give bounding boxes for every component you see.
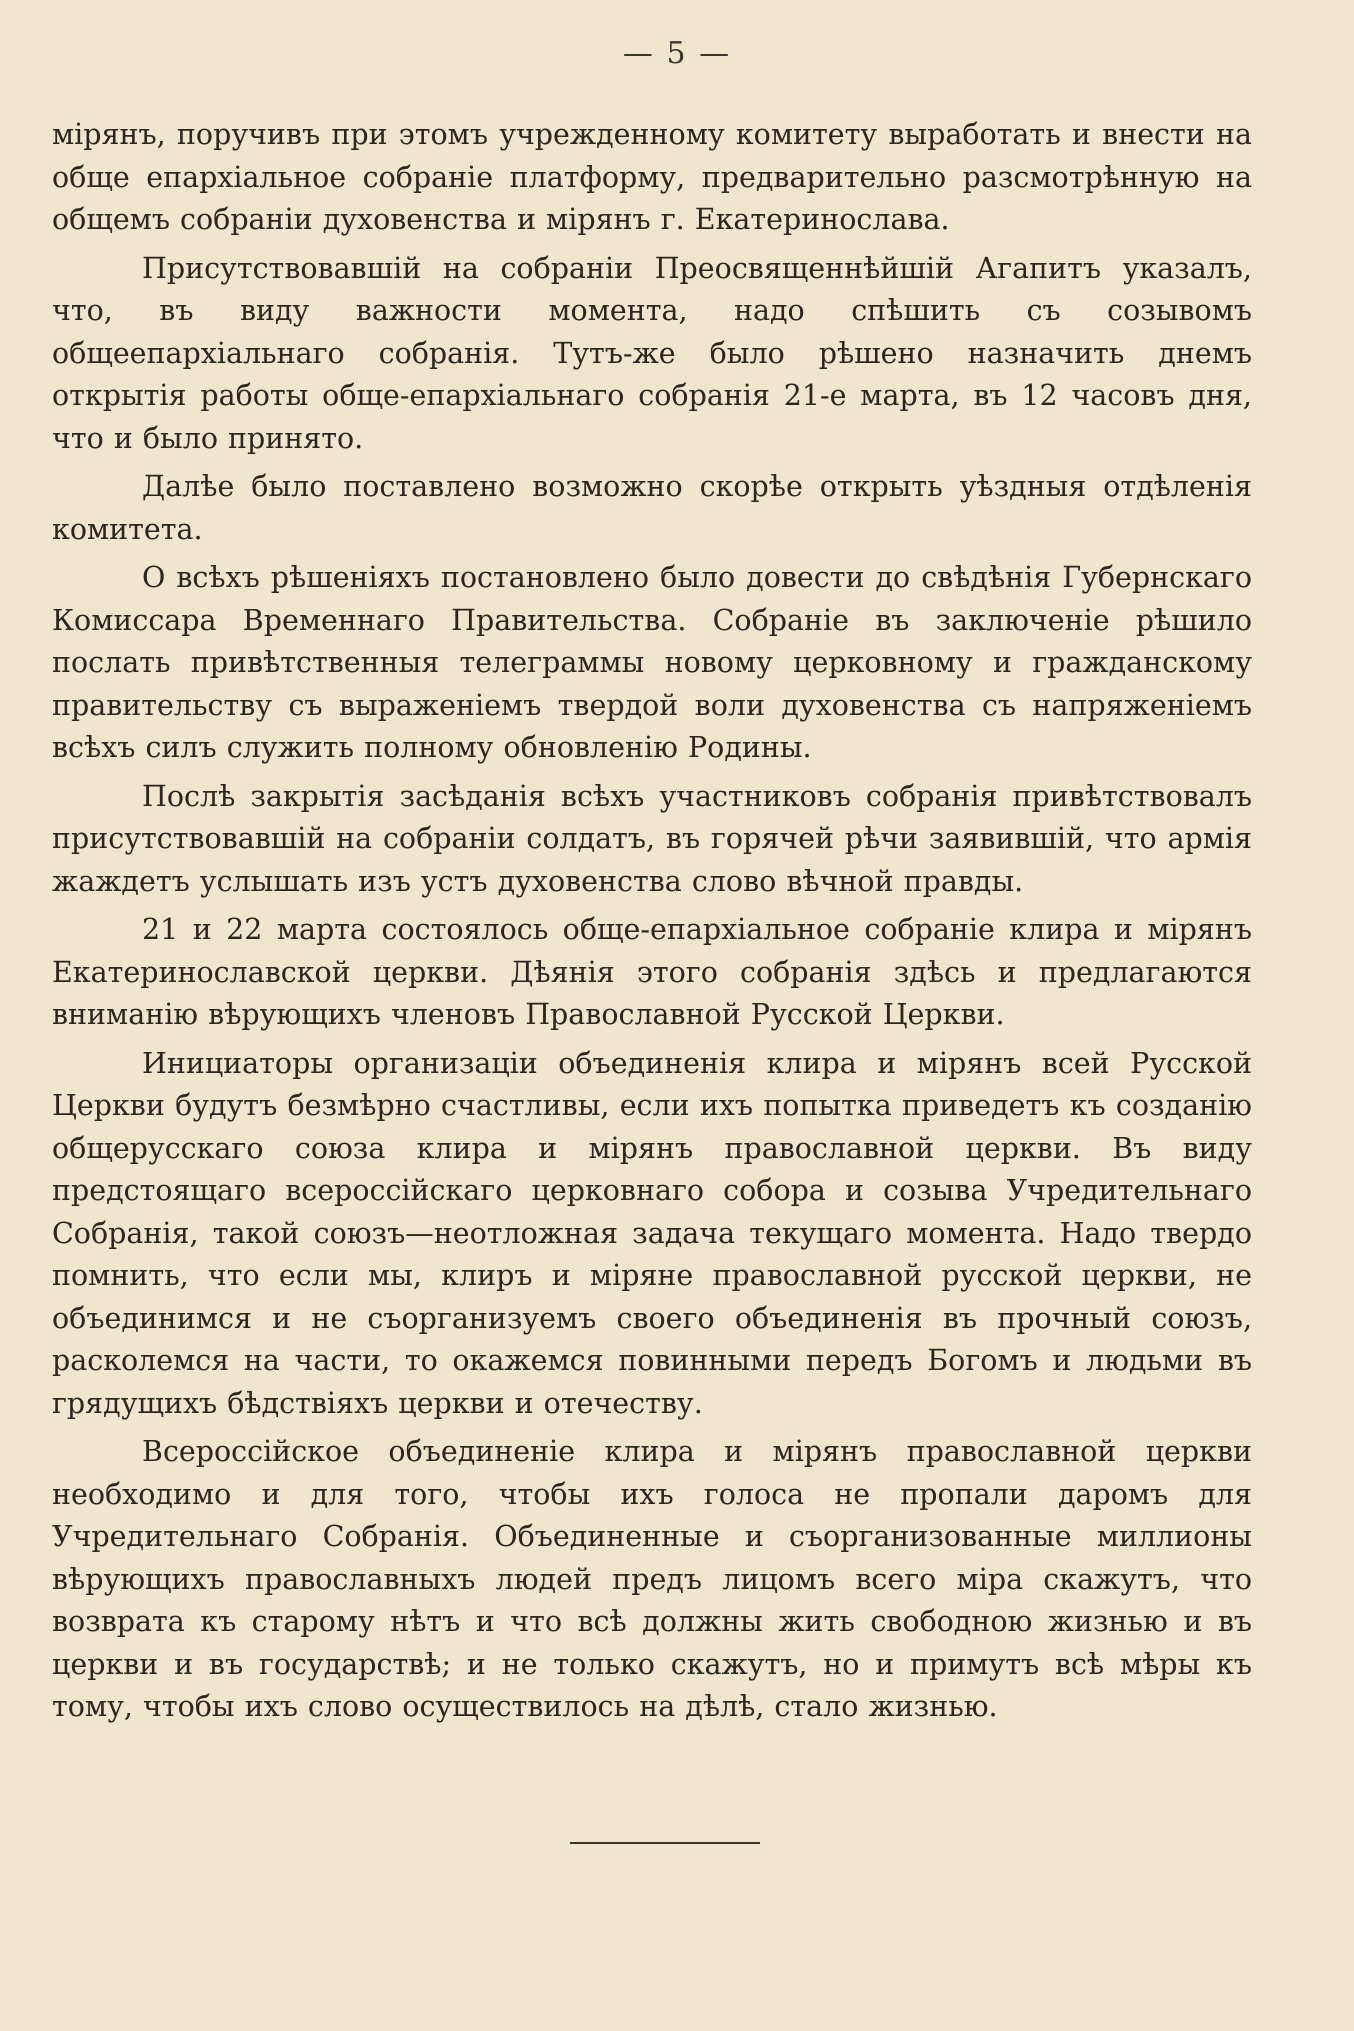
paragraph-6: 21 и 22 марта состоялось обще-епархіальное собраніе клира и мірянъ Екатеринославской церкви. Дѣянія этого собранія здѣсь и предлагаются вниманію вѣрующихъ членовъ Православной Русской Церкви. xyxy=(52,913,1252,1031)
paragraph-7: Инициаторы организаціи объединенія клира и мірянъ всей Русской Церкви будутъ безмѣрно счастливы, если ихъ попытка приведетъ къ созданію общерусскаго союза клира и мірянъ православной церкви. Въ виду предстоящаго всероссійскаго церковнаго собора и созыва Учредительнаго Собранія, такой союзъ—неотложная задача текущаго момента. Надо твердо помнить, что если мы, клиръ и міряне православной русской церкви, не объединимся и не съорганизуемъ своего объединенія въ прочный союзъ, расколемся на части, то окажемся повинными передъ Богомъ и людьми въ грядущихъ бѣдствіяхъ церкви и отечеству. xyxy=(52,1046,1252,1420)
paragraph-1: мірянъ, поручивъ при этомъ учрежденному комитету выработать и внести на обще епархіальное собраніе платформу, предварительно разсмотрѣнную на общемъ собраніи духовенства и мірянъ г. Екатеринослава. xyxy=(52,118,1252,236)
page-number: — 5 — xyxy=(622,36,732,71)
paragraph-5: Послѣ закрытія засѣданія всѣхъ участниковъ собранія привѣтствовалъ присутствовавшій на собраніи солдатъ, въ горячей рѣчи заявившій, что армія жаждетъ услышать изъ устъ духовенства слово вѣчной правды. xyxy=(52,779,1252,898)
body-text xyxy=(52,114,1252,1735)
paragraph-8: Всероссійское объединеніе клира и мірянъ православной церкви необходимо и для того, чтобы ихъ голоса не пропали даромъ для Учредительнаго Собранія. Объединенные и съорганизованные миллионы вѣрующихъ православныхъ людей предъ лицомъ всего міра скажутъ, что возврата къ старому нѣтъ и что всѣ должны жить свободною жизнью и въ церкви и въ государствѣ; и не только скажутъ, но и примутъ всѣ мѣры къ тому, чтобы ихъ слово осуществилось на дѣлѣ, стало жизнью. xyxy=(52,1435,1252,1723)
paragraph-2: Присутствовавшій на собраніи Преосвященнѣйшій Агапитъ указалъ, что, въ виду важности момента, надо спѣшить съ созывомъ общеепархіальнаго собранія. Тутъ-же было рѣшено назначить днемъ открытія работы обще-епархіальнаго собранія 21-е марта, въ 12 часовъ дня, что и было принято. xyxy=(52,251,1252,455)
paragraph-4: О всѣхъ рѣшеніяхъ постановлено было довести до свѣдѣнія Губернскаго Комиссара Временнаго Правительства. Собраніе въ заключеніе рѣшило послать привѣтственныя телеграммы новому церковному и гражданскому правительству съ выраженіемъ твердой воли духовенства съ напряженіемъ всѣхъ силъ служить полному обновленію Родины. xyxy=(52,561,1252,764)
end-divider xyxy=(570,1842,760,1844)
paragraph-3: Далѣе было поставлено возможно скорѣе открыть уѣздныя отдѣленія комитета. xyxy=(52,470,1252,546)
